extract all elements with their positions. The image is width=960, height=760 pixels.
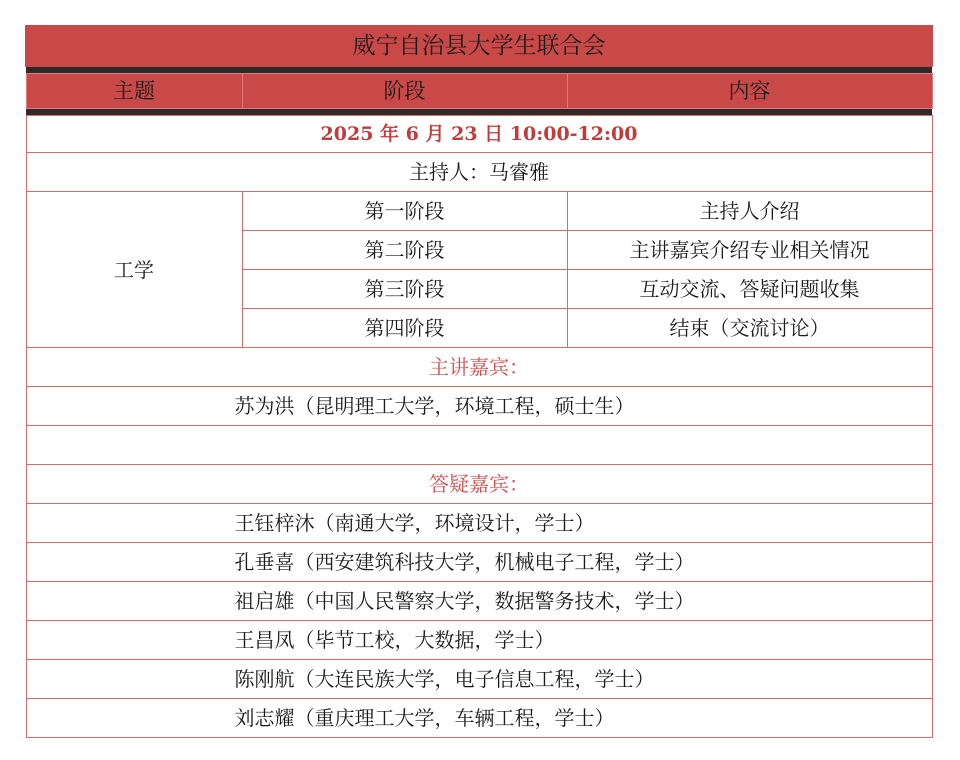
qa-label-row xyxy=(26,465,932,504)
qa-guest: 王钰梓沐（南通大学，环境设计，学士） xyxy=(26,504,932,543)
empty-row xyxy=(26,426,932,465)
guest-row xyxy=(26,504,932,543)
qa-guest: 刘志耀（重庆理工大学，车辆工程，学士） xyxy=(26,699,932,738)
keynote-guest: 苏为洪（昆明理工大学，环境工程，硕士生） xyxy=(26,387,932,426)
title-divider xyxy=(26,66,932,74)
header-stage: 阶段 xyxy=(242,74,567,109)
guest-row xyxy=(26,699,932,738)
stage-name: 第一阶段 xyxy=(242,192,567,231)
schedule-sheet xyxy=(25,25,931,738)
stage-name: 第二阶段 xyxy=(242,231,567,270)
guest-row xyxy=(26,621,932,660)
stage-content: 结束（交流讨论） xyxy=(567,309,932,348)
stage-content: 主持人介绍 xyxy=(567,192,932,231)
qa-guest: 祖启雄（中国人民警察大学，数据警务技术，学士） xyxy=(26,582,932,621)
keynote-label: 主讲嘉宾： xyxy=(26,348,932,387)
stage-content: 互动交流、答疑问题收集 xyxy=(567,270,932,309)
qa-label: 答疑嘉宾： xyxy=(26,465,932,504)
header-row xyxy=(26,74,932,109)
header-content: 内容 xyxy=(567,74,932,109)
table-title: 威宁自治县大学生联合会 xyxy=(26,26,932,66)
qa-guest: 陈刚航（大连民族大学，电子信息工程，学士） xyxy=(26,660,932,699)
date-row xyxy=(26,116,932,153)
stage-content: 主讲嘉宾介绍专业相关情况 xyxy=(567,231,932,270)
header-topic: 主题 xyxy=(26,74,242,109)
stage-name: 第三阶段 xyxy=(242,270,567,309)
host-row xyxy=(26,153,932,192)
topic-cell: 工学 xyxy=(26,192,242,348)
stage-row xyxy=(26,192,932,231)
title-row xyxy=(26,26,932,66)
guest-row xyxy=(26,582,932,621)
qa-guest: 孔垂喜（西安建筑科技大学，机械电子工程，学士） xyxy=(26,543,932,582)
guest-row xyxy=(26,543,932,582)
qa-guest: 王昌凤（毕节工校，大数据，学士） xyxy=(26,621,932,660)
host-line: 主持人：马睿雅 xyxy=(26,153,932,192)
empty-cell xyxy=(26,426,932,465)
guest-row xyxy=(26,387,932,426)
date-line: 2025 年 6 月 23 日 10:00-12:00 xyxy=(26,116,932,153)
guest-row xyxy=(26,660,932,699)
schedule-table xyxy=(25,25,933,738)
header-divider xyxy=(26,109,932,116)
stage-name: 第四阶段 xyxy=(242,309,567,348)
keynote-label-row xyxy=(26,348,932,387)
